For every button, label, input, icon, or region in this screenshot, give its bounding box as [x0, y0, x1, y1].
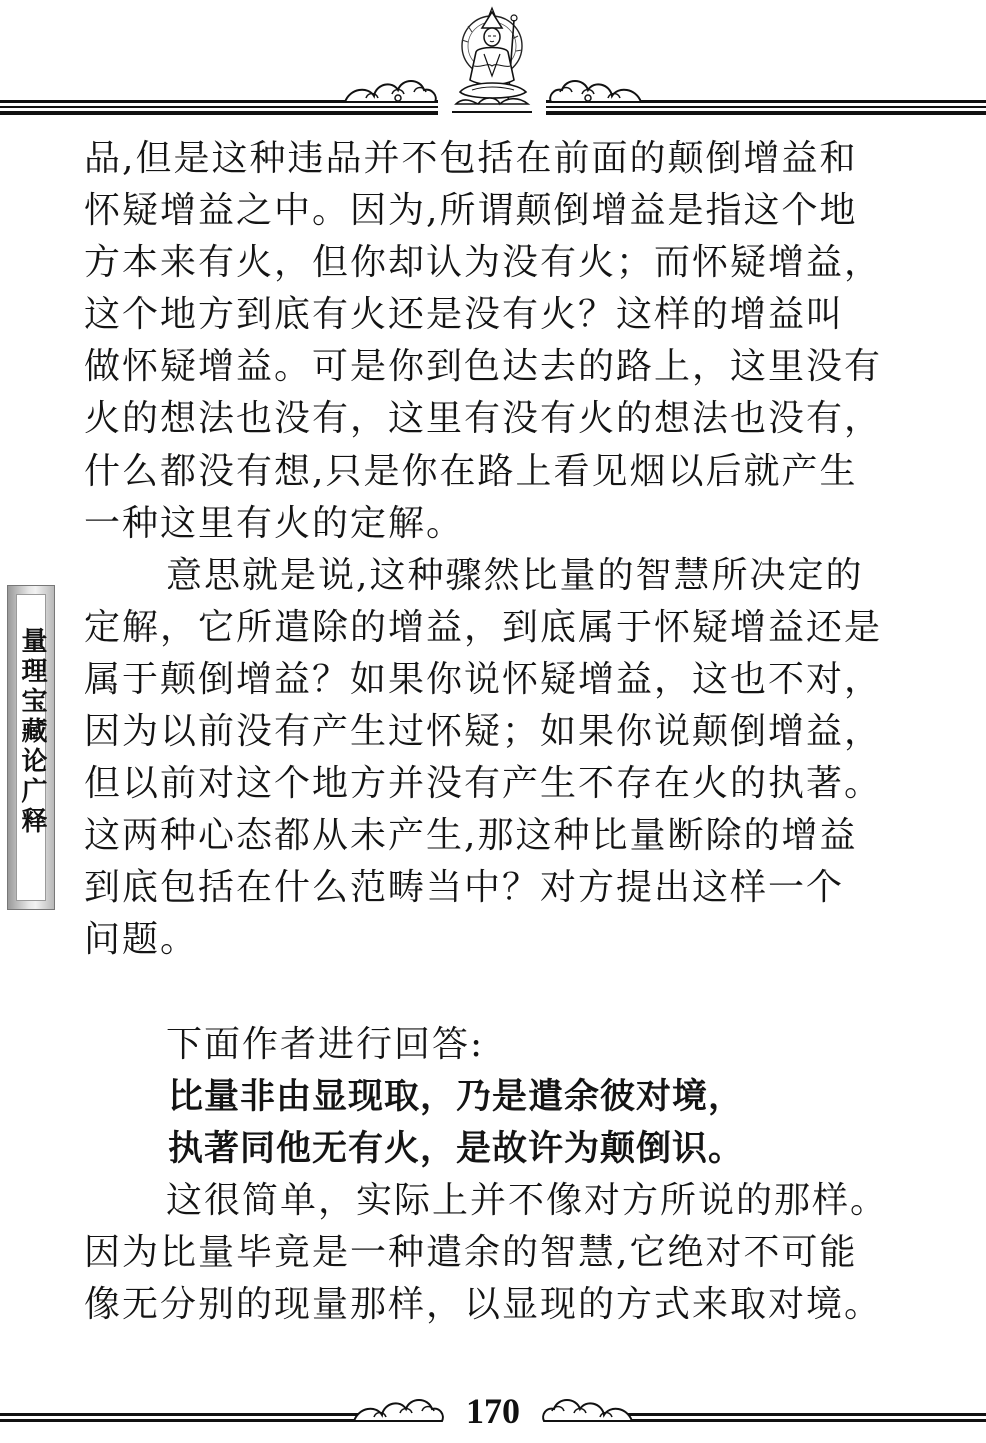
- footer-rule-top: [0, 1413, 370, 1416]
- page-footer: [0, 1385, 986, 1443]
- text-line: 这个地方到底有火还是没有火？这样的增益叫: [84, 294, 845, 336]
- page-number: 170: [466, 1391, 520, 1431]
- text-line: 因为比量毕竟是一种遣余的智慧,它绝对不可能: [84, 1231, 858, 1273]
- text-line: 一种这里有火的定解。: [84, 502, 465, 544]
- footer-rule-bottom: [616, 1419, 986, 1422]
- verse-line: 比量非由显现取，乃是遣余彼对境，: [168, 1076, 745, 1117]
- side-tab: [7, 585, 55, 910]
- paragraph-3: [84, 1175, 889, 1331]
- page-header: [0, 0, 986, 125]
- text-line: 到底包括在什么范畴当中？对方提出这样一个: [84, 867, 845, 909]
- text-line: 问题。: [84, 919, 199, 961]
- cloud-ornament-right: [546, 68, 646, 108]
- footer-rule-bottom: [0, 1419, 370, 1422]
- text-line: 这两种心态都从未产生,那这种比量断除的增益: [84, 815, 858, 857]
- cloud-ornament-footer-right: [540, 1387, 636, 1427]
- text-line: 意思就是说,这种骤然比量的智慧所决定的: [166, 554, 864, 596]
- text-line: 像无分别的现量那样，以显现的方式来取对境。: [84, 1283, 883, 1325]
- text-line: 火的想法也没有，这里有没有火的想法也没有，: [84, 398, 883, 440]
- answer-intro: 下面作者进行回答:: [166, 1023, 485, 1065]
- verse-line: 执著同他无有火，是故许为颠倒识。: [168, 1128, 745, 1169]
- side-tab-title: 量理宝藏论广释: [17, 627, 47, 837]
- cloud-ornament-footer-left: [350, 1387, 446, 1427]
- main-text: [84, 133, 889, 1331]
- text-line: 什么都没有想,只是你在路上看见烟以后就产生: [84, 450, 858, 492]
- text-line: 怀疑增益之中。因为,所谓颠倒增益是指这个地: [84, 190, 858, 232]
- side-tab-panel: [16, 594, 46, 901]
- text-line: 属于颠倒增益？如果你说怀疑增益，这也不对，: [84, 658, 883, 700]
- seated-deity-icon: [438, 6, 546, 116]
- paragraph-2: [84, 550, 884, 967]
- blank-gap: [84, 967, 884, 1019]
- paragraph-1: [84, 133, 884, 550]
- cloud-ornament-left: [340, 68, 440, 108]
- text-line: 做怀疑增益。可是你到色达去的路上，这里没有: [84, 346, 883, 388]
- text-line: 品,但是这种违品并不包括在前面的颠倒增益和: [84, 138, 858, 179]
- text-line: 但以前对这个地方并没有产生不存在火的执著。: [84, 763, 883, 805]
- verse-block: [84, 1071, 884, 1175]
- text-line: 定解，它所遣除的增益，到底属于怀疑增益还是: [84, 606, 883, 648]
- text-line: 因为以前没有产生过怀疑；如果你说颠倒增益，: [84, 711, 883, 753]
- text-line: 方本来有火，但你却认为没有火；而怀疑增益，: [84, 242, 883, 284]
- footer-rule-top: [616, 1413, 986, 1416]
- text-line: 这很简单，实际上并不像对方所说的那样。: [166, 1179, 889, 1221]
